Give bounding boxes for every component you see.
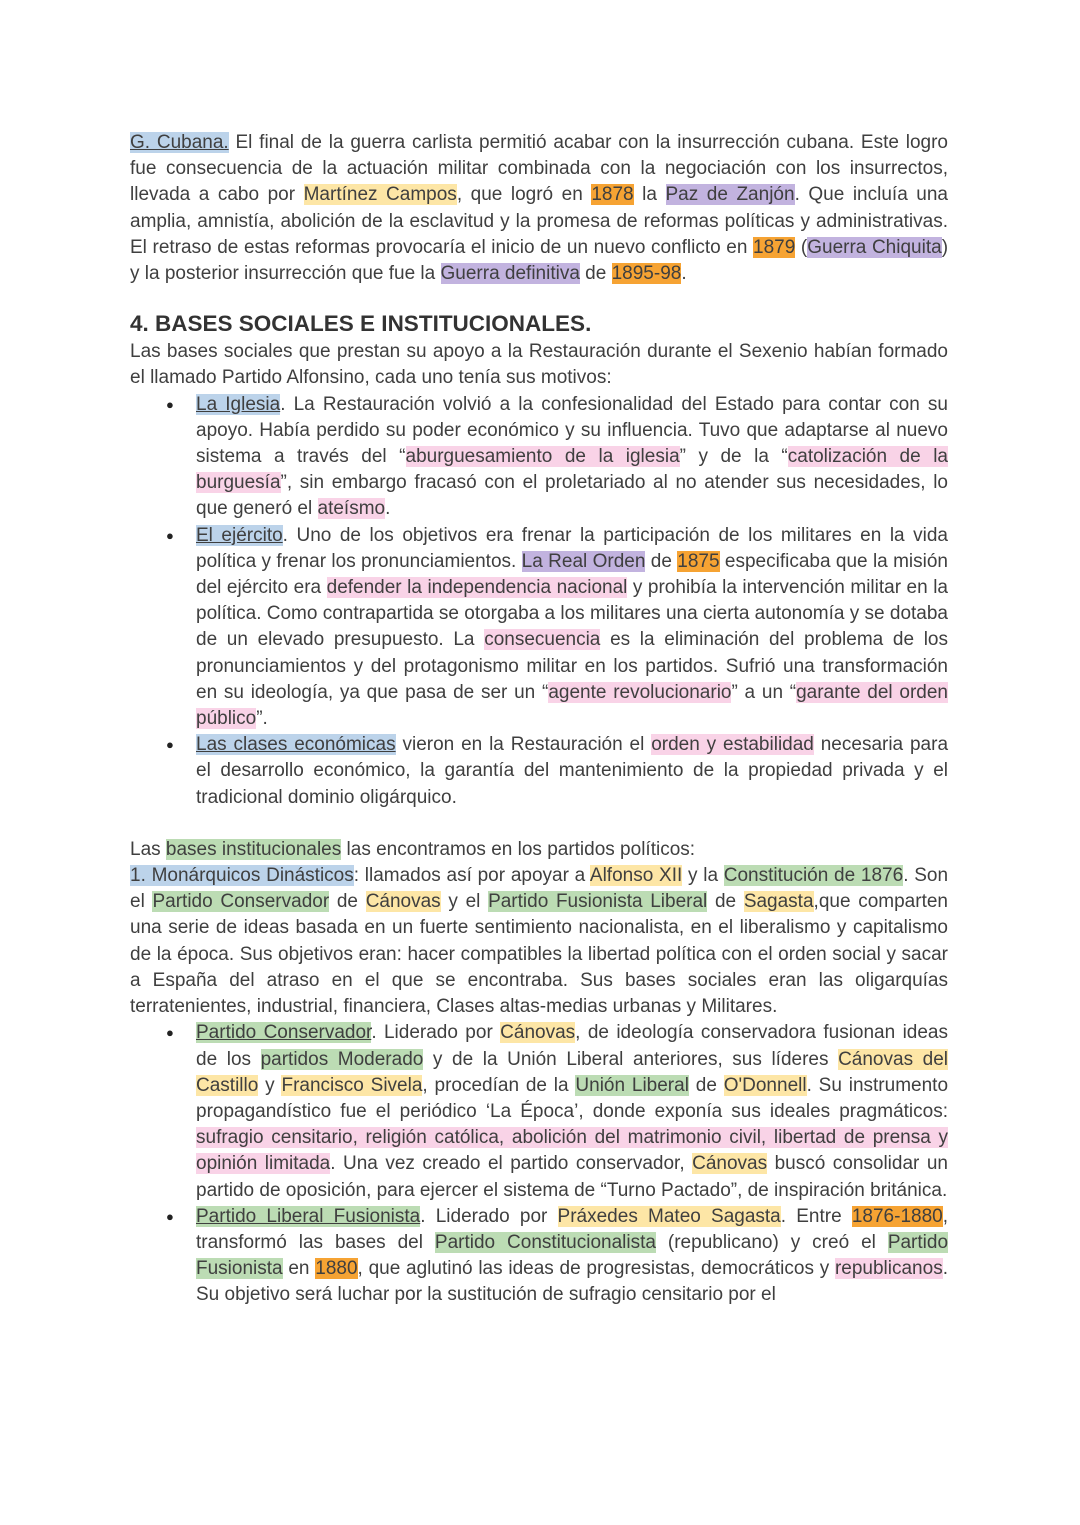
list-item-text — [196, 1206, 948, 1306]
text-run: es la eliminación del problema de los pronunciamientos y del protagonismo militar en los partidos. Sufrió una transformación en su ideología, ya que pasa de ser un “ — [196, 629, 948, 703]
text-run: necesaria para el desarrollo económico, la garantía del mantenimiento de la propiedad privada y el tradicional dominio oligárquico. — [196, 734, 949, 808]
text-run: , de ideología conservadora fusionan ideas de los — [196, 1022, 948, 1070]
text-run: Las — [130, 838, 166, 860]
highlighted-term: 1879 — [753, 236, 796, 258]
text-run: , procedían de la — [422, 1074, 576, 1096]
document-page — [130, 130, 948, 1309]
text-run: de — [645, 550, 678, 572]
paragraph-bases-institucionales — [130, 837, 948, 863]
section-title: 4. BASES SOCIALES E INSTITUCIONALES. — [130, 311, 592, 337]
list-item-text — [196, 734, 948, 807]
highlighted-term: Partido Conservador — [196, 1022, 372, 1044]
highlighted-term: Paz de Zanjón — [665, 184, 795, 206]
highlighted-term: Las clases económicas — [196, 734, 396, 756]
bullet-icon: ● — [166, 1208, 174, 1224]
highlighted-term: ateísmo — [317, 498, 386, 520]
highlighted-term: orden y estabilidad — [651, 734, 814, 756]
highlighted-term: Partido Liberal Fusionista — [196, 1205, 421, 1227]
highlighted-term: 1880 — [315, 1258, 358, 1280]
highlighted-term: Alfonso XII — [589, 865, 683, 887]
text-run: . Su objetivo será luchar por la sustitución de sufragio censitario por el — [196, 1258, 948, 1306]
highlighted-term: defender la independencia nacional — [326, 577, 628, 599]
text-run: . Una vez creado el partido conservador, — [330, 1153, 693, 1175]
text-run: . Liderado por — [420, 1205, 558, 1227]
highlighted-term: consecuencia — [484, 629, 601, 651]
list-item-iglesia — [130, 392, 948, 523]
text-run: , que logró en — [456, 184, 592, 206]
highlighted-term: G. Cubana. — [130, 132, 229, 153]
highlighted-term: 1878 — [591, 184, 634, 206]
text-run: . La Restauración volvió a la confesionalidad del Estado para contar con su apoyo. Había perdido su poder económico y su influencia. Tuvo que adaptarse al nuevo sistema a través del “ — [196, 393, 948, 468]
text-run: y — [258, 1074, 282, 1096]
text-run: ) y la posterior insurrección que fue la — [130, 236, 949, 285]
bullet-icon: ● — [166, 737, 174, 753]
highlighted-term: La Iglesia — [196, 393, 281, 415]
text-run: . Son el — [130, 865, 949, 913]
highlighted-term: Cánovas — [500, 1022, 576, 1044]
highlighted-term: Partido Fusionista Liberal — [488, 891, 708, 913]
highlighted-term: La Real Orden — [521, 550, 646, 572]
list-item-text — [196, 1022, 948, 1200]
text-run: y la — [682, 865, 724, 887]
text-run: ” a un “ — [731, 681, 797, 703]
highlighted-term: Partido Fusionista — [196, 1231, 949, 1280]
bullet-icon: ● — [166, 396, 174, 412]
text-run: y el — [440, 891, 489, 913]
paragraph-intro-bases-sociales — [130, 339, 948, 391]
highlighted-term: Guerra definitiva — [440, 263, 580, 285]
text-run: ,que comparten una serie de ideas basada en un fuerte sentimiento nacionalista, en el liberalismo y capitalismo de la época. Sus objetivos eran: hacer compatibles la libertad política con el orden social y sacar a España del atraso en el que se encontraba. Sus bases sociales eran las oligarquías terratenientes, industrial, financiera, Clases altas-medias urbanas y Militares. — [130, 891, 948, 1018]
bullet-icon: ● — [166, 527, 174, 543]
highlighted-term: partidos Moderado — [260, 1048, 424, 1070]
highlighted-term: El ejército — [196, 524, 283, 546]
highlighted-term: sufragio censitario, religión católica, abolición del matrimonio civil, libertad de prensa y opinión limitada — [196, 1127, 948, 1175]
highlighted-term: Cánovas — [365, 891, 441, 913]
highlighted-term: Partido Conservador — [152, 891, 330, 913]
text-run: . Que incluía una amplia, amnistía, abolición de la esclavitud y la promesa de reformas políticas y administrativas. El retraso de estas reformas provocaría el inicio de un nuevo conflicto en — [130, 184, 948, 258]
highlighted-term: 1876-1880 — [851, 1205, 943, 1227]
bullet-icon: ● — [166, 1025, 174, 1041]
text-run: ”, sin embargo fracasó con el proletariado al no atender sus necesidades, lo que generó el — [196, 472, 948, 520]
text-run: El final de la guerra carlista permitió acabar con la insurrección cubana. Este logro fue consecuencia de la actuación militar combinada con la negociación con los insurrectos, llevada a cabo por — [130, 132, 948, 206]
text-run: de — [707, 891, 744, 913]
text-run: especificaba que la misión del ejército era — [196, 550, 948, 599]
text-run: Las bases sociales que prestan su apoyo a la Restauración durante el Sexenio habían formado el llamado Partido Alfonsino, cada uno tenía sus motivos: — [130, 341, 948, 389]
text-run: en — [282, 1258, 316, 1280]
list-item-text — [196, 394, 948, 520]
highlighted-term: 1875 — [677, 550, 720, 572]
text-run: . — [681, 263, 687, 285]
highlighted-term: Sagasta — [743, 891, 814, 913]
text-run: (republicano) y creó el — [655, 1231, 888, 1253]
highlighted-term: 1895-98 — [611, 263, 682, 285]
text-run: y prohibía la intervención militar en la política. Como contrapartida se otorgaba a los militares una cierta autonomía y se dotaba de un elevado presupuesto. La — [196, 577, 948, 651]
text-run: . Entre — [780, 1205, 852, 1227]
text-run: de — [579, 263, 612, 285]
text-run: , que aglutinó las ideas de progresistas, democráticos y — [357, 1258, 835, 1280]
text-run: ” y de la “ — [679, 446, 788, 468]
highlighted-term: Martínez Campos — [303, 184, 457, 206]
text-run: y de la Unión Liberal anteriores, sus líderes — [423, 1048, 839, 1070]
list-bases-sociales — [130, 392, 948, 811]
highlighted-term: Cánovas del Castillo — [196, 1048, 949, 1096]
list-item-clases-economicas — [130, 732, 948, 811]
list-item-text — [196, 525, 948, 729]
text-run: buscó consolidar un partido de oposición, para ejercer el sistema de “Turno Pactado”, de inspiración británica. — [196, 1153, 948, 1201]
paragraph-monarquicos-dinasticos — [130, 863, 948, 1020]
list-item-partido-conservador — [130, 1020, 948, 1203]
text-run: . — [385, 498, 391, 520]
text-run: . Su instrumento propagandístico fue el periódico ‘La Época’, donde exponía sus ideales pragmáticos: — [196, 1074, 949, 1122]
paragraph-guerra-cubana — [130, 130, 948, 287]
text-run: . Liderado por — [371, 1022, 501, 1044]
highlighted-term: Práxedes Mateo Sagasta — [557, 1205, 781, 1227]
text-run: : llamados así por apoyar a — [353, 865, 590, 887]
highlighted-term: Francisco Sivela — [281, 1074, 423, 1096]
text-run: de — [329, 891, 366, 913]
list-item-partido-liberal-fusionista — [130, 1204, 948, 1309]
list-item-ejercito — [130, 523, 948, 733]
text-run: . Uno de los objetivos era frenar la participación de los militares en la vida política y frenar los pronunciamientos. — [196, 524, 949, 572]
highlighted-term: Guerra Chiquita — [807, 236, 942, 258]
text-run: ”. — [256, 708, 268, 730]
highlighted-term: bases institucionales — [165, 838, 342, 860]
list-partidos — [130, 1020, 948, 1308]
text-run: la — [633, 184, 666, 206]
text-run: , transformó las bases del — [196, 1205, 949, 1253]
text-run: las encontramos en los partidos políticos: — [341, 838, 696, 860]
highlighted-term: garante del orden público — [196, 681, 948, 730]
highlighted-term: republicanos — [834, 1258, 943, 1280]
highlighted-term: agente revolucionario — [548, 681, 732, 703]
text-run: de — [688, 1074, 724, 1096]
text-run: vieron en la Restauración el — [395, 734, 652, 756]
highlighted-term: Constitución de 1876 — [723, 865, 904, 887]
highlighted-term: catolización de la burguesía — [196, 446, 948, 494]
highlighted-term: Cánovas — [692, 1153, 768, 1175]
highlighted-term: Unión Liberal — [575, 1074, 689, 1096]
highlighted-term: Partido Constitucionalista — [434, 1231, 656, 1253]
highlighted-term: O'Donnell — [723, 1074, 807, 1096]
text-run: ( — [795, 236, 808, 258]
highlighted-term: 1. Monárquicos Dinásticos — [130, 865, 354, 887]
highlighted-term: aburguesamiento de la iglesia — [405, 446, 680, 468]
